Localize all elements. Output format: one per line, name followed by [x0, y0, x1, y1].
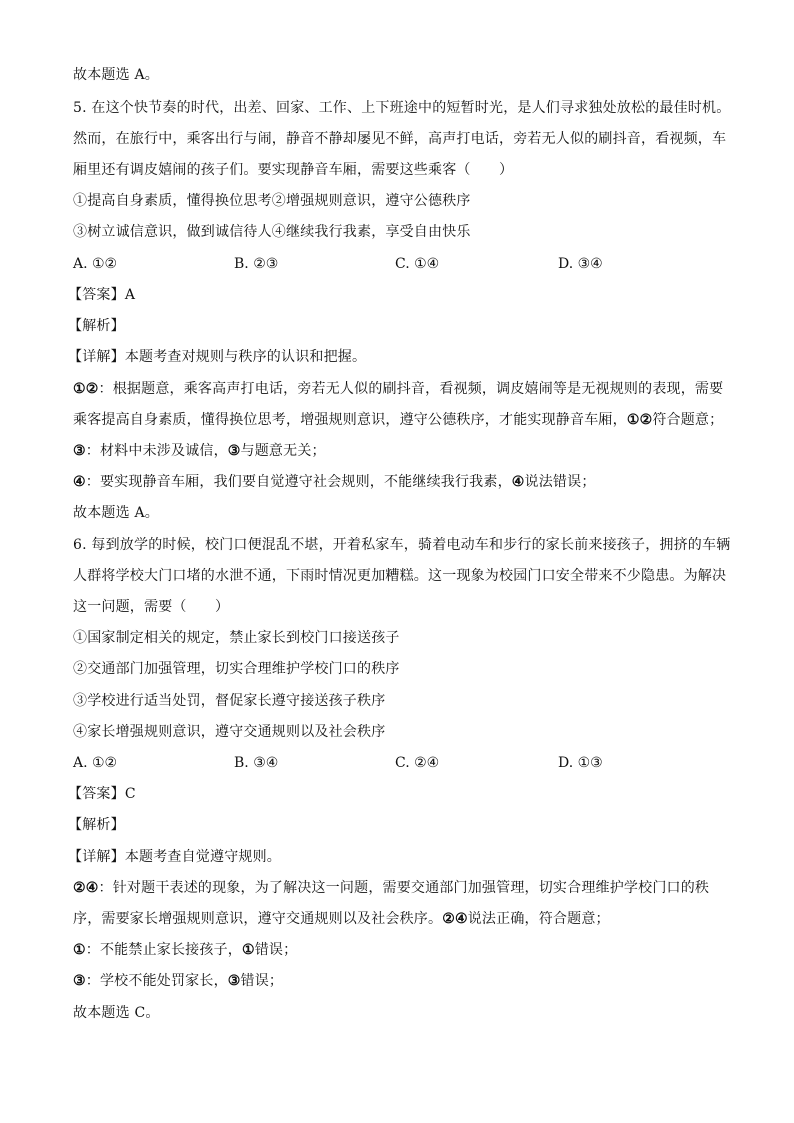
- q5-detail-p1-line1: ①②：根据题意，乘客高声打电话，旁若无人似的刷抖音，看视频，调皮嬉闹等是无视规则的表现，需要: [73, 381, 724, 397]
- detail-label: 【详解】: [68, 849, 125, 865]
- q6-answer: [68, 784, 728, 804]
- q5-option-a: A. ①②: [73, 256, 118, 272]
- detail-label: 【详解】: [68, 349, 125, 365]
- q6-choice-2: ②交通部门加强管理，切实合理维护学校门口的秩序: [73, 661, 400, 677]
- q6-detail-intro: 【详解】本题考查自觉遵守规则。: [68, 849, 282, 865]
- q6-conclusion: 故本题选 C。: [73, 1005, 160, 1021]
- q5-stem-line-1: 5. 在这个快节奏的时代，出差、回家、工作、上下班途中的短暂时光，是人们寻求独处放松的最佳时机。: [73, 100, 731, 116]
- q6-detail-p1-line2: 序，需要家长增强规则意识，遵守交通规则以及社会秩序。②④说法正确，符合题意；: [73, 911, 610, 927]
- q6-choice-1: ①国家制定相关的规定，禁止家长到校门口接送孩子: [73, 630, 400, 646]
- answer-label: 【答案】: [68, 786, 125, 802]
- q5-detail-p1-line2: 乘客提高自身素质，懂得换位思考，增强规则意识，遵守公德秩序，才能实现静音车厢，①②符合题意；: [73, 412, 724, 428]
- prev-conclusion: 故本题选 A。: [73, 67, 159, 83]
- q6-stem-line-1: 6. 每到放学的时候，校门口便混乱不堪，开着私家车，骑着电动车和步行的家长前来接孩子，拥挤的车辆: [73, 537, 731, 553]
- q5-conclusion: 故本题选 A。: [73, 505, 159, 521]
- q6-analysis-label: 【解析】: [68, 817, 125, 833]
- q6-option-d: D. ①③: [558, 755, 603, 771]
- answer-value: C: [124, 786, 136, 802]
- q5-option-d: D. ③④: [558, 256, 603, 272]
- q6-choice-4: ④家长增强规则意识，遵守交通规则以及社会秩序: [73, 724, 386, 740]
- q5-detail-intro: 【详解】本题考查对规则与秩序的认识和把握。: [68, 349, 367, 365]
- q6-detail-p2: ①：不能禁止家长接孩子，①错误；: [73, 942, 298, 958]
- q5-stem-line-2: 然而，在旅行中，乘客出行与闹，静音不静却屡见不鲜，高声打电话，旁若无人似的刷抖音，看视频，车: [73, 131, 727, 147]
- q6-choice-3: ③学校进行适当处罚，督促家长遵守接送孩子秩序: [73, 693, 386, 709]
- q6-detail-p1-line1: ②④：针对题干表述的现象，为了解决这一问题，需要交通部门加强管理，切实合理维护学校门口的秩: [73, 880, 710, 896]
- q5-options: [73, 254, 733, 274]
- answer-label: 【答案】: [68, 287, 125, 303]
- q5-detail-p3: ④：要实现静音车厢，我们要自觉遵守社会规则，不能继续我行我素，④说法错误；: [73, 474, 596, 490]
- q6-detail-p3: ③：学校不能处罚家长，③错误；: [73, 973, 284, 989]
- q5-choice-line-1: ①提高自身素质，懂得换位思考②增强规则意识，遵守公德秩序: [73, 193, 471, 209]
- q6-option-b: B. ③④: [234, 755, 279, 771]
- q6-option-a: A. ①②: [73, 755, 118, 771]
- q6-stem-line-2: 人群将学校大门口堵的水泄不通，下雨时情况更加糟糕。这一现象为校园门口安全带来不少隐患。为解决: [73, 568, 727, 584]
- q5-option-b: B. ②③: [234, 256, 279, 272]
- q5-analysis-label: 【解析】: [68, 318, 125, 334]
- q5-detail-p2: ③：材料中未涉及诚信，③与题意无关；: [73, 443, 326, 459]
- answer-value: A: [124, 287, 136, 303]
- q6-stem-line-3: 这一问题，需要（ ）: [73, 599, 230, 615]
- q5-option-c: C. ①④: [395, 256, 440, 272]
- q5-stem-line-3: 厢里还有调皮嬉闹的孩子们。要实现静音车厢，需要这些乘客（ ）: [73, 162, 514, 178]
- q5-answer: [68, 285, 728, 305]
- q6-option-c: C. ②④: [395, 755, 440, 771]
- q5-choice-line-2: ③树立诚信意识，做到诚信待人④继续我行我素，享受自由快乐: [73, 224, 471, 240]
- q6-options: [73, 753, 733, 773]
